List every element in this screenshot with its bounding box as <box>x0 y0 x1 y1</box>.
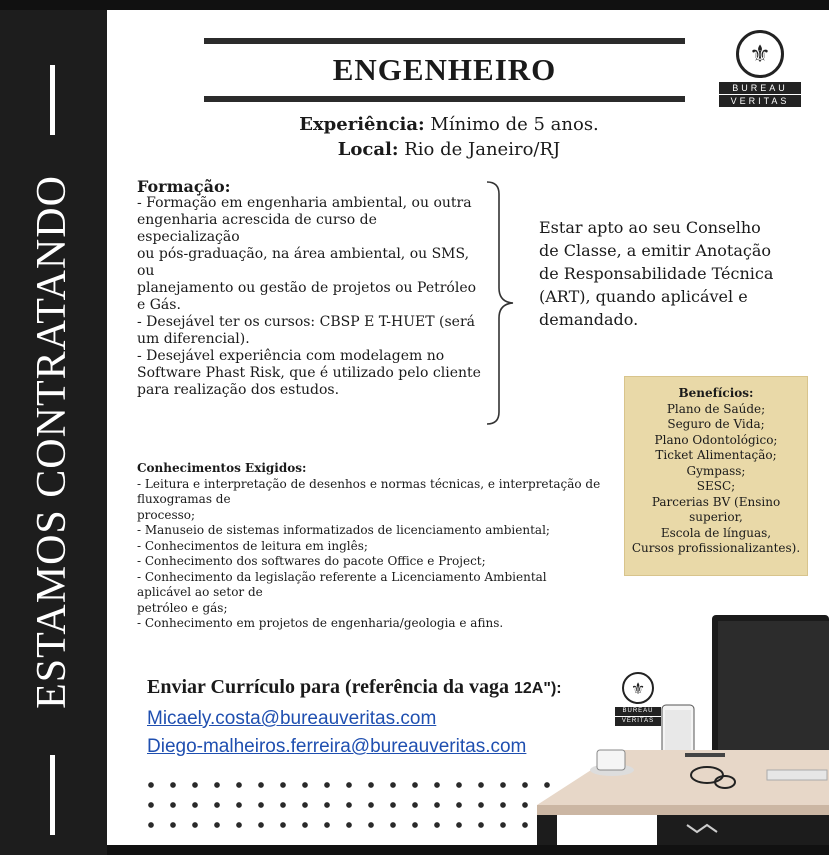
conhecimento-line: - Leitura e interpretação de desenhos e normas técnicas, e interpretação de <box>137 476 601 491</box>
email-link-micaely[interactable]: Micaely.costa@bureauveritas.com <box>147 708 437 729</box>
left-banner <box>0 10 107 855</box>
banner-rule-bottom <box>50 755 55 835</box>
top-border <box>0 0 829 10</box>
banner-text: ESTAMOS CONTRATANDO <box>29 175 75 709</box>
benefit-item: superior, <box>689 510 743 524</box>
formacao-line: engenharia acrescida de curso de <box>137 212 377 228</box>
logo-text-veritas: VERITAS <box>615 717 661 726</box>
conhecimento-line: - Conhecimentos de leitura em inglês; <box>137 538 368 553</box>
formacao-line: - Desejável experiência com modelagem no <box>137 348 445 364</box>
conhecimento-line: - Conhecimento da legislação referente a Licenciamento Ambiental <box>137 569 547 584</box>
seal-icon: ⚜ <box>736 30 784 78</box>
experience-value: Mínimo de 5 anos. <box>430 114 599 135</box>
conhecimentos-label: Conhecimentos Exigidos: <box>137 461 307 475</box>
location-line <box>207 139 691 160</box>
formacao-line: planejamento ou gestão de projetos ou Petróleo <box>137 280 477 296</box>
bureau-veritas-logo <box>719 30 801 107</box>
formacao-line: e Gás. <box>137 297 181 313</box>
benefit-item: Cursos profissionalizantes). <box>631 541 801 555</box>
formacao-line: Software Phast Risk, que é utilizado pelo cliente <box>137 365 481 381</box>
formacao-line: um diferencial). <box>137 331 250 347</box>
desk-illustration <box>537 610 829 845</box>
benefit-item: Seguro de Vida; <box>667 417 765 431</box>
banner-rule-top <box>50 65 55 135</box>
formacao-line: - Formação em engenharia ambiental, ou outra <box>137 195 472 211</box>
conhecimento-line: - Manuseio de sistemas informatizados de licenciamento ambiental; <box>137 523 550 537</box>
benefit-item: Plano Odontológico; <box>654 432 778 447</box>
conhecimento-line: processo; <box>137 507 196 522</box>
conhecimento-line: aplicável ao setor de <box>137 585 263 599</box>
conhecimento-line: - Conhecimento em projetos de engenharia/geologia e afins. <box>137 616 504 630</box>
experience-label: Experiência: <box>299 114 425 135</box>
formacao-line: ou pós-graduação, na área ambiental, ou SMS, <box>137 246 470 262</box>
logo-text-veritas: VERITAS <box>719 95 801 107</box>
flyer-page <box>107 10 829 845</box>
benefits-label: Benefícios: <box>678 386 754 400</box>
curly-brace <box>485 180 519 426</box>
dot-pattern <box>140 775 550 835</box>
send-cv-heading <box>147 676 562 699</box>
formacao-line: ou <box>137 263 155 279</box>
logo-text-bureau: BUREAU <box>719 82 801 94</box>
conhecimento-line: petróleo e gás; <box>137 600 228 615</box>
benefit-item: SESC; <box>696 479 736 493</box>
logo-text-bureau: BUREAU <box>615 707 661 716</box>
benefit-item: Parcerias BV (Ensino <box>651 494 781 509</box>
formacao-label: Formação: <box>137 177 231 196</box>
conhecimento-line: fluxogramas de <box>137 492 231 506</box>
bottom-border <box>107 845 829 855</box>
experience-line <box>207 114 691 135</box>
formacao-line: especialização <box>137 229 240 245</box>
formacao-section <box>137 178 489 399</box>
location-label: Local: <box>337 139 399 160</box>
location-value: Rio de Janeiro/RJ <box>404 139 561 160</box>
formacao-line: - Desejável ter os cursos: CBSP E T-HUET (será <box>137 314 475 330</box>
benefits-box <box>624 376 808 576</box>
benefit-item: Escola de línguas, <box>660 525 772 540</box>
title-rule-top <box>204 38 685 44</box>
job-title: ENGENHEIRO <box>332 52 557 87</box>
email-link-diego[interactable]: Diego-malheiros.ferreira@bureauveritas.com <box>147 736 527 757</box>
ref-code: 12A"): <box>514 680 562 697</box>
benefit-item: Plano de Saúde; <box>666 401 766 416</box>
benefit-item: Gympass; <box>686 463 746 478</box>
seal-icon: ⚜ <box>622 672 654 704</box>
conhecimento-line: - Conhecimento dos softwares do pacote Office e Project; <box>137 554 486 568</box>
title-rule-bottom <box>204 96 685 102</box>
conhecimentos-section <box>137 461 617 632</box>
benefit-item: Ticket Alimentação; <box>655 448 777 462</box>
requirement-note: Estar apto ao seu Conselho de Classe, a emitir Anotação de Responsabilidade Técnica (ART), quando aplicável e demandado. <box>539 218 774 329</box>
send-label: Enviar Currículo para (referência da vaga <box>147 676 514 698</box>
formacao-line: para realização dos estudos. <box>137 382 340 398</box>
